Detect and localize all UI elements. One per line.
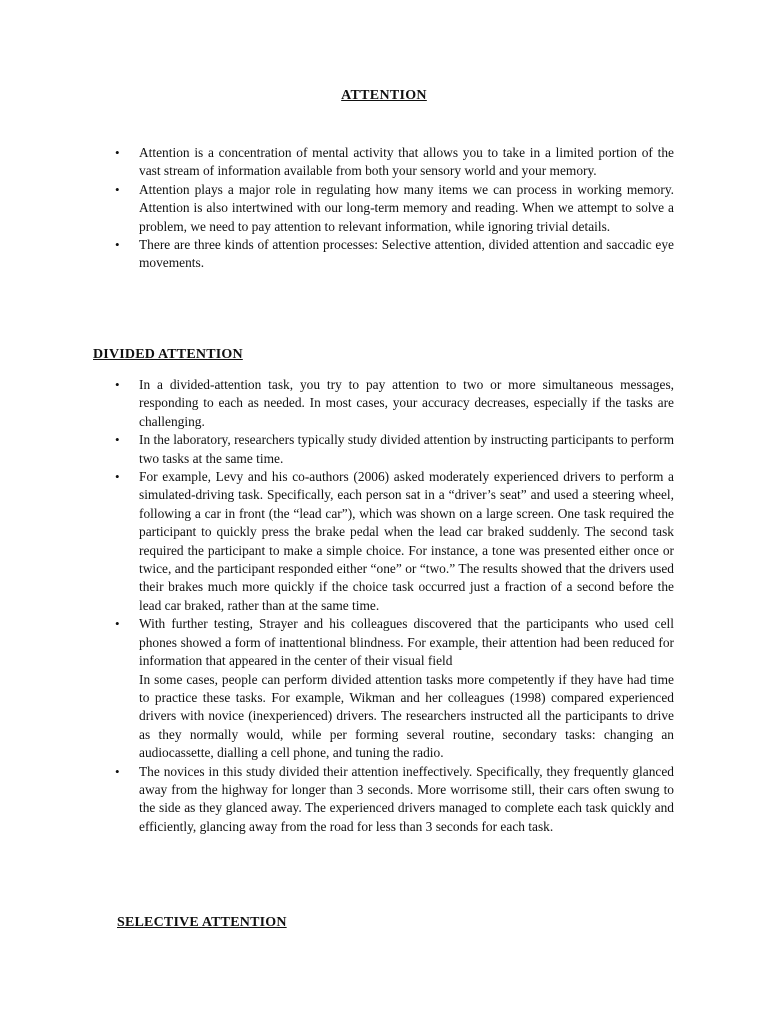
bullet-icon: • xyxy=(115,145,120,160)
bullet-icon: • xyxy=(115,763,120,779)
bullet-text: With further testing, Strayer and his colleagues discovered that the participants who used cell phones showed a form of inattentional blindness. For example, their attention had been reduced for information that appeared in the center of their visual field xyxy=(139,616,674,669)
bullet-icon: • xyxy=(115,616,120,632)
list-item xyxy=(115,236,674,273)
bullet-icon: • xyxy=(115,237,120,253)
bullet-icon: • xyxy=(115,377,120,392)
bullet-text: Attention is a concentration of mental activity that allows you to take in a limited portion of the vast stream of information available from both your sensory world and your memory. xyxy=(139,145,674,179)
divided-attention-heading: DIVIDED ATTENTION xyxy=(93,347,243,362)
list-item xyxy=(115,615,674,762)
document-title: ATTENTION xyxy=(341,88,427,103)
list-item xyxy=(115,181,674,236)
bullet-icon: • xyxy=(115,181,120,197)
divided-bullet-list xyxy=(115,376,674,836)
list-item xyxy=(115,468,674,615)
continuation-paragraph: In some cases, people can perform divided attention tasks more competently if they have had time to practice these tasks. For example, Wikman and her colleagues (1998) compared experienced drivers with novice (inexperienced) drivers. The researchers instructed all the participants to drive as they normally would, while per forming several routine, secondary tasks: changing an audiocassette, dialling a cell phone, and tuning the radio. xyxy=(139,671,674,761)
bullet-icon: • xyxy=(115,469,120,485)
bullet-text: The novices in this study divided their attention ineffectively. Specifically, they frequently glanced away from the highway for longer than 3 seconds. More worrisome still, their cars often swung to the side as they glanced away. The experienced drivers managed to complete each task quickly and efficiently, glancing away from the road for less than 3 seconds for each task. xyxy=(139,763,674,834)
bullet-text: In the laboratory, researchers typically study divided attention by instructing participants to perform two tasks at the same time. xyxy=(139,432,674,466)
list-item xyxy=(115,144,674,181)
list-item xyxy=(115,763,674,837)
intro-bullet-list xyxy=(115,144,674,273)
bullet-text: In a divided-attention task, you try to pay attention to two or more simultaneous messages, responding to each as needed. In most cases, your accuracy decreases, especially if the tasks are challenging. xyxy=(139,377,674,429)
list-item xyxy=(115,376,674,431)
bullet-text: Attention plays a major role in regulating how many items we can process in working memory. Attention is also intertwined with our long-term memory and reading. When we attempt to solve a problem, we need to pay attention to relevant information, while ignoring trivial details. xyxy=(139,181,674,234)
list-item xyxy=(115,431,674,468)
selective-attention-heading: SELECTIVE ATTENTION xyxy=(117,915,287,930)
bullet-text: There are three kinds of attention processes: Selective attention, divided attention and saccadic eye movements. xyxy=(139,237,674,271)
bullet-text: For example, Levy and his co-authors (2006) asked moderately experienced drivers to perform a simulated-driving task. Specifically, each person sat in a “driver’s seat” and used a steering wheel, following a car in front (the “lead car”), which was shown on a large screen. One task required the participant to quickly press the brake pedal when the lead car braked suddenly. The second task required the participant to make a simple choice. For instance, a tone was presented either once or twice, and the participant responded either “one” or “two.” The results showed that the drivers used their brakes much more quickly if the choice task occurred just a fraction of a second before the lead car braked, rather than at the same time. xyxy=(139,469,674,613)
bullet-icon: • xyxy=(115,432,120,448)
